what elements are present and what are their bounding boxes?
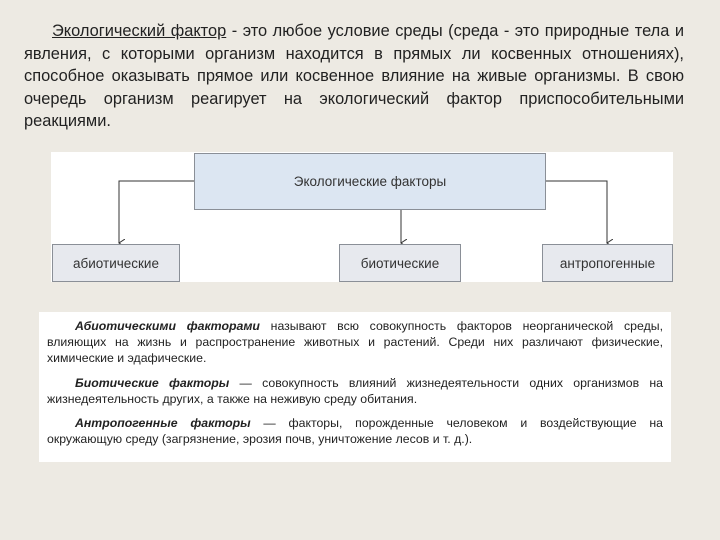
intro-text: - это любое условие среды (среда - это природные тела и явления, с которыми организм находится в прямых ли косвенных отношениях), способное оказывать прямое или косвенное влияние на живые организмы. В свою очередь организм реагирует на экологический фактор приспособительными реакциями.	[24, 22, 684, 130]
child-box-abiotic: абиотические	[52, 244, 180, 282]
child-box-biotic: биотические	[339, 244, 461, 282]
definition-text: — факторы, порожденные человеком и воздействующие на окружающую среду (загрязнение, эрозия почв, уничтожение лесов и т. д.).	[47, 416, 663, 447]
intro-term: Экологический фактор	[52, 22, 227, 40]
intro-paragraph	[24, 20, 684, 133]
definition-abiotic	[47, 318, 663, 367]
connector-right	[546, 181, 607, 243]
definition-biotic	[47, 375, 663, 407]
definition-text: — совокупность влияний жизнедеятельности одних организмов на жизнедеятельность других, а также на неживую среду обитания.	[47, 375, 663, 406]
definition-anthropogenic	[47, 415, 663, 447]
definition-term: Абиотическими факторами	[75, 319, 260, 333]
factors-diagram	[51, 152, 673, 282]
definitions-panel	[39, 312, 671, 462]
definition-term: Биотические факторы	[75, 375, 230, 390]
connector-left	[119, 181, 194, 243]
definition-term: Антропогенные факторы	[75, 416, 251, 431]
root-box: Экологические факторы	[194, 153, 546, 210]
definition-text: называют всю совокупность факторов неорганической среды, влияющих на жизнь и распространение животных и растений. Среди них различают физические, химические и эдафические.	[47, 319, 663, 366]
child-box-anthropogenic: антропогенные	[542, 244, 673, 282]
